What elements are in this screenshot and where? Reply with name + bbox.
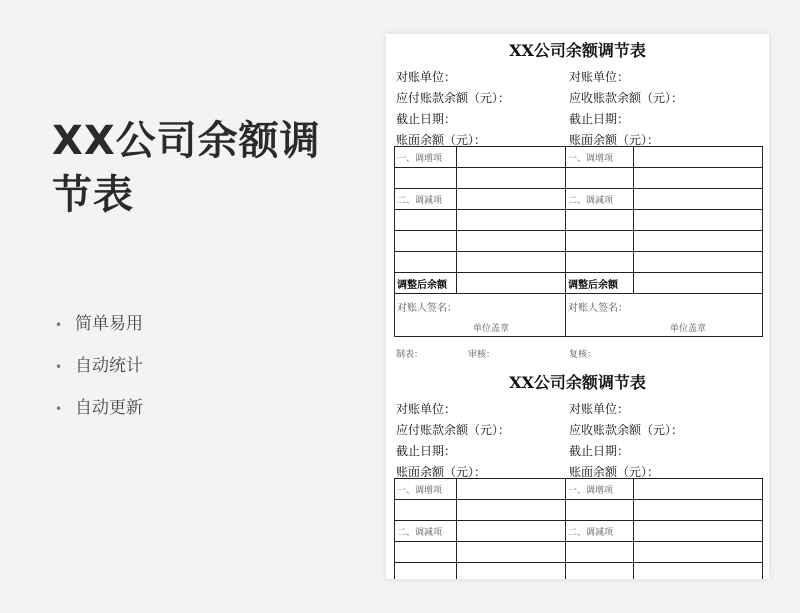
table-row: [395, 210, 763, 231]
decrease-label: 二、调减项: [566, 189, 634, 210]
table-cell: [395, 500, 457, 521]
decrease-label: 二、调减项: [566, 521, 634, 542]
table-cell: [457, 210, 566, 231]
bullet-icon: •: [55, 318, 63, 332]
left-field: 对账单位：: [396, 70, 457, 84]
table-cell: [395, 231, 457, 252]
table-cell: [634, 273, 763, 294]
bullet-icon: •: [55, 402, 63, 416]
feature-label: 简单易用: [75, 314, 143, 334]
footer-label: 制表：: [396, 350, 424, 360]
table-cell: [634, 147, 763, 168]
table-cell: [634, 500, 763, 521]
table-cell: [457, 252, 566, 273]
adjusted-balance-label: 调整后余额: [395, 273, 457, 294]
reconciliation-table: [394, 146, 763, 337]
bullet-icon: •: [55, 360, 63, 374]
reconciliation-sheet: [386, 366, 769, 579]
right-field: 对账单位：: [569, 70, 630, 84]
table-cell: [457, 521, 566, 542]
table-cell: [566, 252, 634, 273]
table-cell: [566, 563, 634, 580]
right-field: 账面余额（元）：: [569, 465, 660, 479]
increase-label: 一、调增项: [566, 479, 634, 500]
increase-label: 一、调增项: [566, 147, 634, 168]
left-field: 应付账款余额（元）：: [396, 91, 511, 105]
increase-label: 一、调增项: [395, 147, 457, 168]
feature-item: [55, 394, 143, 436]
signer-label: 对账人签名：: [397, 303, 457, 314]
table-row: [395, 563, 763, 580]
table-cell: [457, 168, 566, 189]
table-cell: [566, 500, 634, 521]
table-cell: [634, 168, 763, 189]
table-cell: [457, 231, 566, 252]
table-cell: [457, 563, 566, 580]
left-field: 对账单位：: [396, 402, 457, 416]
table-cell: [634, 210, 763, 231]
table-row: [395, 479, 763, 500]
table-cell: [634, 521, 763, 542]
page-title: XX公司余额调节表: [52, 118, 321, 218]
table-cell: [566, 231, 634, 252]
table-row: [395, 521, 763, 542]
left-field: 账面余额（元）：: [396, 133, 487, 147]
table-row: [395, 147, 763, 168]
feature-label: 自动更新: [75, 398, 143, 418]
signer-label: 对账人签名：: [568, 303, 628, 314]
table-cell: [634, 252, 763, 273]
left-field: 截止日期：: [396, 444, 457, 458]
right-field: 截止日期：: [569, 444, 630, 458]
feature-label: 自动统计: [75, 356, 143, 376]
table-cell: [395, 210, 457, 231]
table-row: [395, 168, 763, 189]
table-cell: [457, 500, 566, 521]
table-cell: [634, 479, 763, 500]
footer-label: 复核：: [569, 350, 597, 360]
table-cell: [457, 189, 566, 210]
table-cell: [395, 168, 457, 189]
table-cell: [566, 168, 634, 189]
right-field: 账面余额（元）：: [569, 133, 660, 147]
left-field: 应付账款余额（元）：: [396, 423, 511, 437]
table-cell: [566, 542, 634, 563]
stamp-label: 单位盖章: [472, 324, 509, 334]
document-preview: [386, 34, 769, 579]
signature-cell: [395, 294, 566, 337]
signature-cell: [566, 294, 763, 337]
table-cell: [634, 542, 763, 563]
signature-row: [395, 294, 763, 337]
table-cell: [634, 231, 763, 252]
table-cell: [395, 563, 457, 580]
feature-item: [55, 310, 143, 352]
right-field: 应收账款余额（元）：: [569, 423, 684, 437]
adjusted-balance-label: 调整后余额: [566, 273, 634, 294]
table-cell: [395, 542, 457, 563]
table-cell: [457, 273, 566, 294]
sheet-title: XX公司余额调节表: [509, 41, 646, 60]
table-row: [395, 231, 763, 252]
table-cell: [634, 563, 763, 580]
increase-label: 一、调增项: [395, 479, 457, 500]
table-row: [395, 189, 763, 210]
right-field: 截止日期：: [569, 112, 630, 126]
table-cell: [457, 542, 566, 563]
right-field: 对账单位：: [569, 402, 630, 416]
reconciliation-table: [394, 478, 763, 579]
feature-item: [55, 352, 143, 394]
table-row: [395, 252, 763, 273]
table-cell: [566, 210, 634, 231]
sheet-title: XX公司余额调节表: [509, 373, 646, 392]
right-field: 应收账款余额（元）：: [569, 91, 684, 105]
table-cell: [395, 252, 457, 273]
table-cell: [457, 479, 566, 500]
table-row: [395, 273, 763, 294]
stamp-label: 单位盖章: [669, 324, 706, 334]
decrease-label: 二、调减项: [395, 189, 457, 210]
table-row: [395, 500, 763, 521]
table-cell: [457, 147, 566, 168]
table-cell: [634, 189, 763, 210]
table-row: [395, 542, 763, 563]
decrease-label: 二、调减项: [395, 521, 457, 542]
reconciliation-sheet: [386, 34, 769, 374]
footer-label: 审核：: [468, 350, 496, 360]
left-field: 截止日期：: [396, 112, 457, 126]
feature-list: [55, 310, 143, 436]
left-field: 账面余额（元）：: [396, 465, 487, 479]
